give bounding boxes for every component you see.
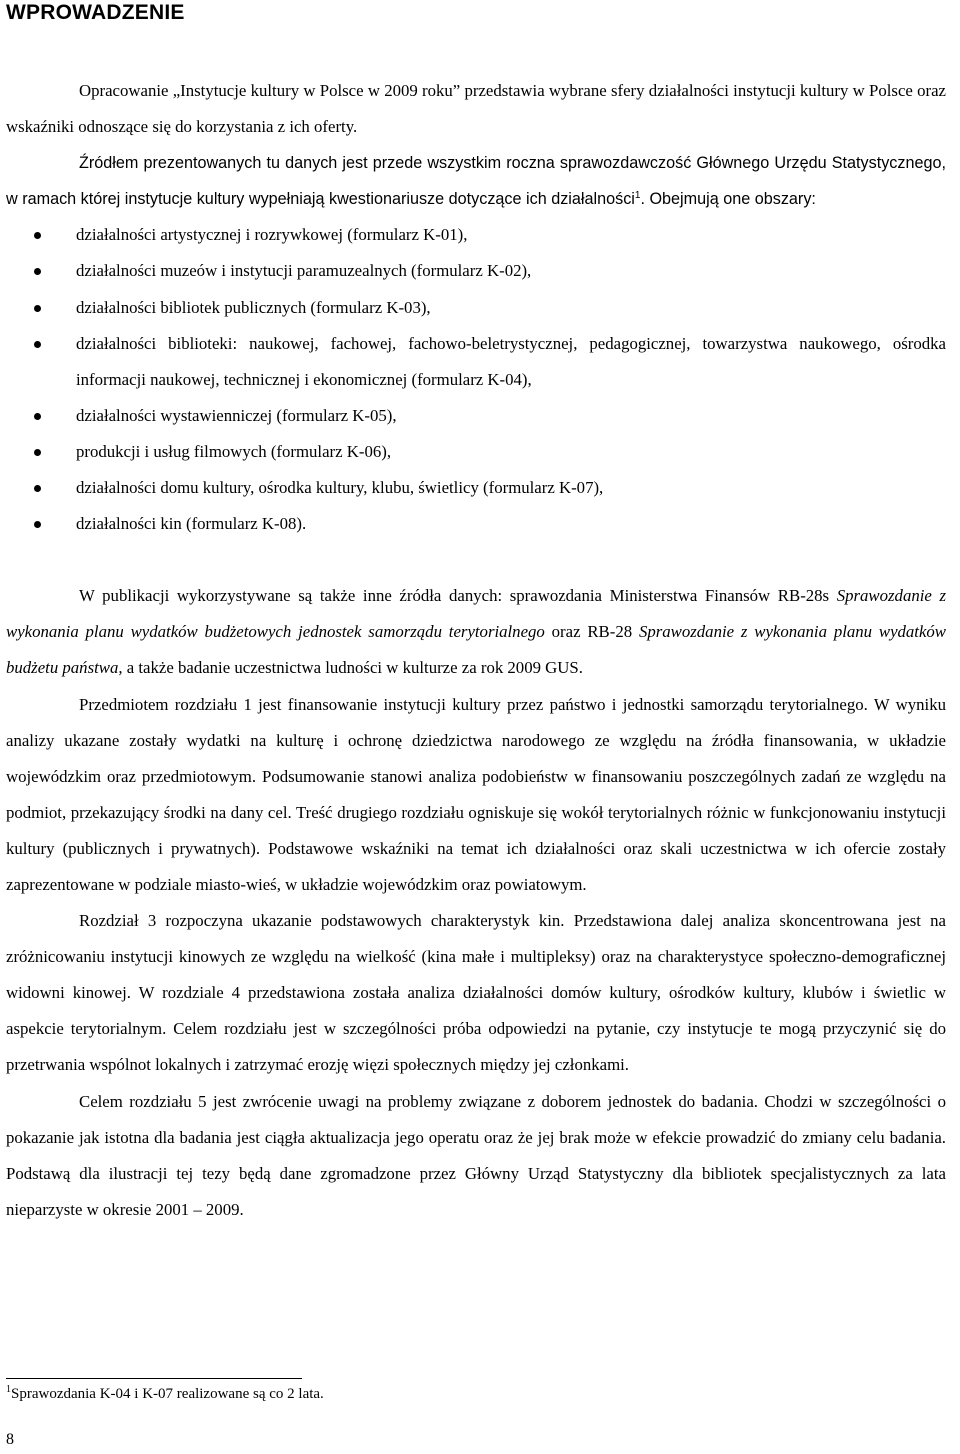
footnote-text: Sprawozdania K-04 i K-07 realizowane są co 2 lata. [11,1386,324,1402]
list-item-text: produkcji i usług filmowych (formularz K-06), [76,441,392,461]
bullet-icon [34,268,41,275]
footnote-divider [6,1378,302,1379]
intro-paragraph-text: Opracowanie „Instytucje kultury w Polsce w 2009 roku” przedstawia wybrane sfery działalności instytucji kultury w Polsce oraz wskaźniki odnoszące się do korzystania z ich oferty. [6,81,946,137]
list-item-text: działalności muzeów i instytucji paramuzealnych (formularz K-02), [76,261,532,281]
chapter-3-4-text: Rozdział 3 rozpoczyna ukazanie podstawowych charakterystyk kin. Przedstawiona dalej analiza skoncentrowana jest na zróżnicowaniu instytucji kinowych ze względu na wielkość (kina małe i multipleksy) oraz na charakterystyce społeczno-demograficznej widowni kinowej. W rozdziale 4 przedstawiona została analiza działalności domów kultury, ośrodków kultury, klubów i świetlic w aspekcie terytorialnym. Celem rozdziału jest w szczególności próba odpowiedzi na pytanie, czy instytucje te mogą przyczynić się do przetrwania wspólnot lokalnych i zatrzymać erozję więzi społecznych między jej członkami. [6,911,946,1075]
areas-list [6,217,946,542]
list-item [6,253,946,289]
list-item [6,398,946,434]
chapter-1-2-text: Przedmiotem rozdziału 1 jest finansowanie instytucji kultury przez państwo i jednostki samorządu terytorialnego. W wyniku analizy ukazane zostały wydatki na kulturę i ochronę dziedzictwa narodowego ze względu na źródła finansowania, w układzie wojewódzkim oraz przedmiotowym. Podsumowanie stanowi analiza podobieństw w finansowaniu poszczególnych zadań ze względu na podmiot, przekazujący środki na dany cel. Treść drugiego rozdziału ogniskuje się wokół terytorialnych różnic w funkcjonowaniu instytucji kultury (publicznych i prywatnych). Podstawowe wskaźniki na temat ich działalności oraz skali uczestnictwa w ich ofercie zostały zaprezentowane w podziale miasto-wieś, w układzie wojewódzkim oraz powiatowym. [6,694,946,894]
chapter-5-paragraph [6,1084,946,1228]
report-title-rb28: Sprawozdanie z wykonania planu wydatków budżetu państwa, [6,622,946,678]
list-item [6,326,946,398]
bullet-icon [34,305,41,312]
list-item [6,434,946,470]
sources-intro-tail: . Obejmują one obszary: [640,190,816,209]
other-sources-tail: a także badanie uczestnictwa ludności w kulturze za rok 2009 GUS. [122,658,583,678]
list-item [6,217,946,253]
sources-intro-text: Źródłem prezentowanych tu danych jest przede wszystkim roczna sprawozdawczość Głównego Urzędu Statystycznego, w ramach której instytucje kultury wypełniają kwestionariusze dotyczące ich działalności [6,154,946,209]
body-text [6,73,946,1228]
list-item-text: działalności kin (formularz K-08). [76,514,307,534]
bullet-icon [34,341,41,348]
list-item-text: działalności bibliotek publicznych (formularz K-03), [76,297,431,317]
list-item-text: działalności biblioteki: naukowej, fachowej, fachowo-beletrystycznej, pedagogicznej, towarzystwa naukowego, ośrodka informacji naukowej, technicznej i ekonomicznej (formularz K-04), [76,333,946,389]
bullet-icon [34,485,41,492]
other-sources-text: W publikacji wykorzystywane są także inne źródła danych: sprawozdania Ministerstwa Finansów RB-28s [79,586,837,606]
bullet-icon [34,449,41,456]
list-item-text: działalności artystycznej i rozrywkowej (formularz K-01), [76,225,468,245]
footnote [6,1384,324,1404]
list-item [6,290,946,326]
footnote-marker: 1 [6,1384,11,1395]
list-item-text: działalności wystawienniczej (formularz K-05), [76,405,397,425]
page-title: WPROWADZENIE [6,1,185,24]
other-sources-paragraph [6,578,946,686]
chapter-5-text: Celem rozdziału 5 jest zwrócenie uwagi na problemy związane z doborem jednostek do badania. Chodzi w szczególności o pokazanie jak istotna dla badania jest ciągła aktualizacja jego operatu oraz że jej brak może w efekcie prowadzić do zmiany celu badania. Podstawą dla ilustracji tej tezy będą dane zgromadzone przez Główny Urząd Statystyczny dla bibliotek specjalistycznych za lata nieparzyste w okresie 2001 – 2009. [6,1091,946,1219]
list-item-text: działalności domu kultury, ośrodka kultury, klubu, świetlicy (formularz K-07), [76,478,604,498]
footnote-reference[interactable]: 1 [634,190,641,202]
intro-paragraph [6,73,946,145]
page-number: 8 [6,1431,14,1448]
chapter-1-2-paragraph [6,687,946,904]
other-sources-connector: oraz RB-28 [544,622,639,642]
bullet-icon [34,413,41,420]
bullet-icon [34,232,41,239]
report-title-rb28s: Sprawozdanie z wykonania planu wydatków budżetowych jednostek samorządu terytorialnego [6,586,946,642]
sources-intro-paragraph [6,145,946,217]
list-item [6,506,946,542]
list-item [6,470,946,506]
chapter-3-4-paragraph [6,903,946,1083]
bullet-icon [34,521,41,528]
